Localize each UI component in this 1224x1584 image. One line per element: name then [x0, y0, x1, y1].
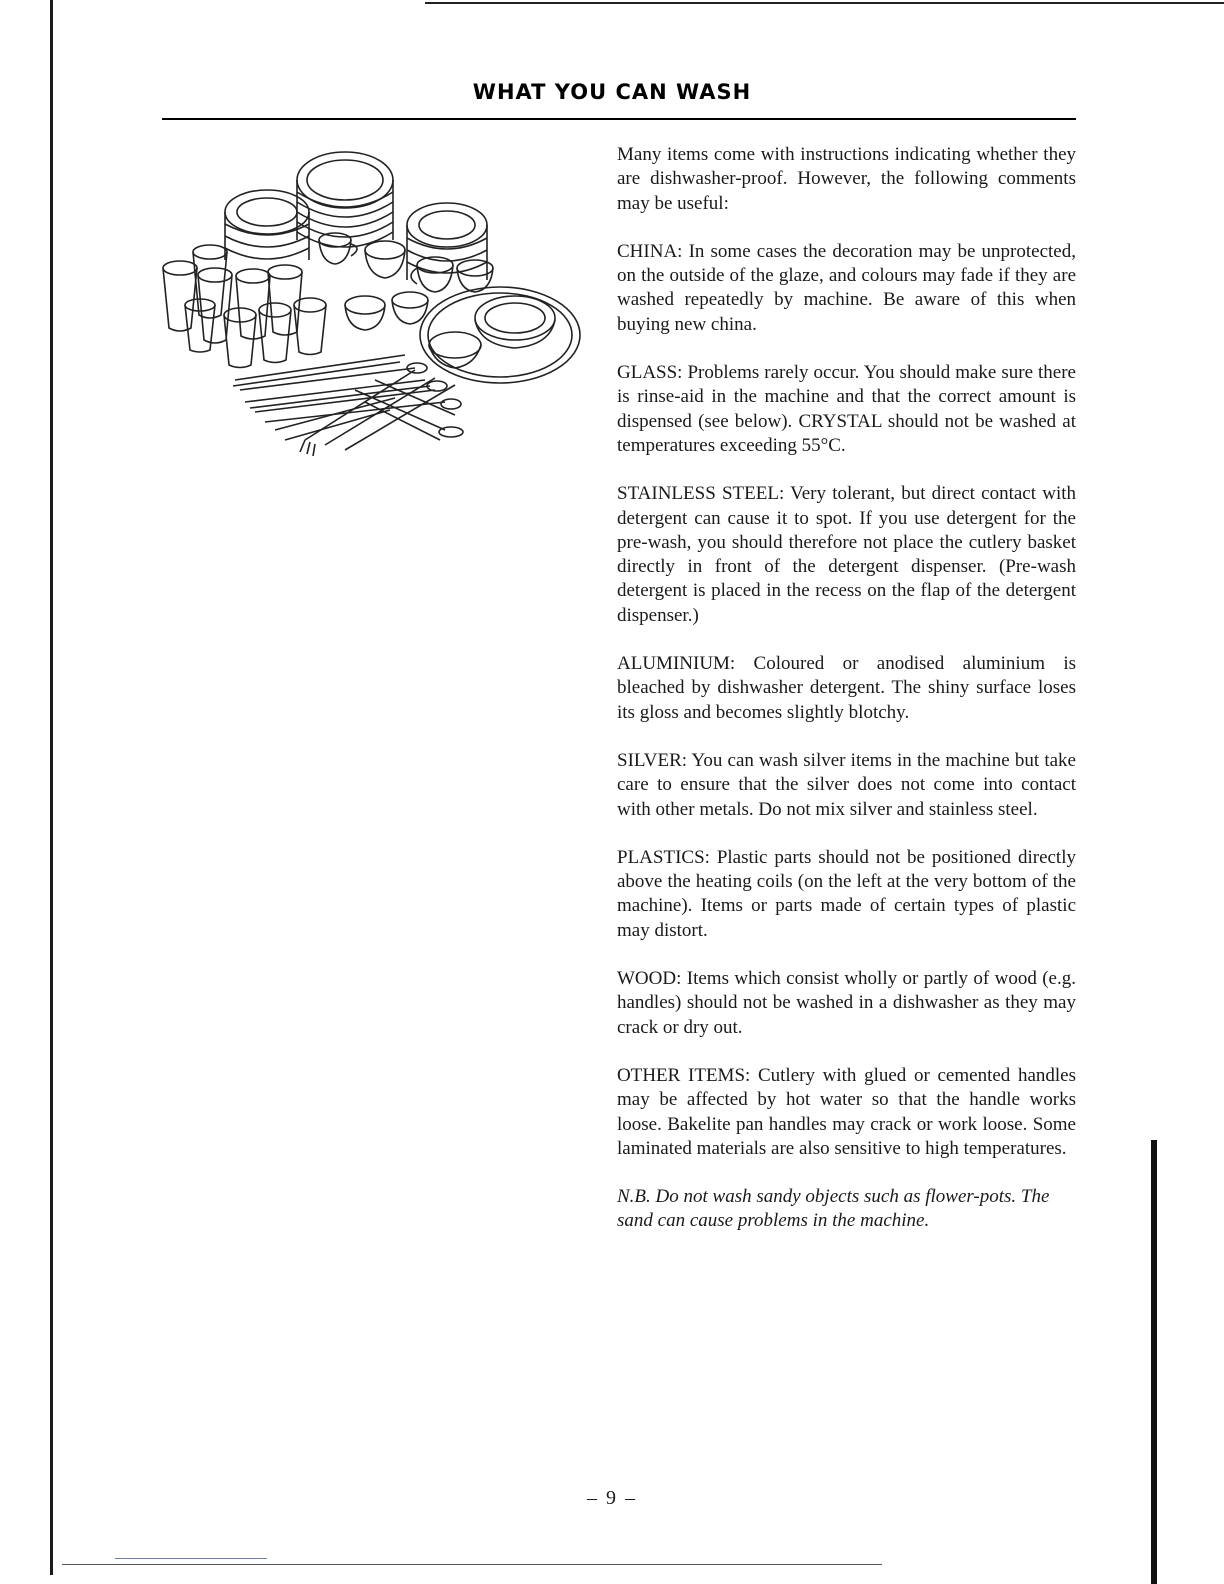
page-number: – 9 –: [587, 1487, 637, 1509]
wood-paragraph: WOOD: Items which consist wholly or partly of wood (e.g. handles) should not be washed in a dishwasher as they may crack or dry out.: [617, 968, 1076, 1038]
scan-edge-left: [50, 0, 53, 1575]
scan-edge-top: [425, 2, 1224, 4]
intro-paragraph: Many items come with instructions indicating whether they are dishwasher-proof. However, the following comments may be useful:: [617, 144, 1076, 214]
other-items-paragraph: OTHER ITEMS: Cutlery with glued or cemented handles may be affected by hot water so that the handle works loose. Bakelite pan handles may crack or work loose. Some laminated materials are also sensitive to high temperatures.: [617, 1064, 1076, 1159]
china-paragraph: CHINA: In some cases the decoration may be unprotected, on the outside of the glaze, and colours may fade if they are washed repeatedly by machine. Be aware of this when buying new china.: [617, 240, 1076, 335]
page-title: WHAT YOU CAN WASH: [472, 80, 752, 104]
scan-edge-bottom: [62, 1564, 882, 1565]
tableware-illustration-icon: [155, 140, 585, 470]
aluminium-paragraph: ALUMINIUM: Coloured or anodised aluminium is bleached by dishwasher detergent. The shiny surface loses its gloss and becomes slightly blotchy.: [617, 653, 1076, 723]
plastics-paragraph: PLASTICS: Plastic parts should not be positioned directly above the heating coils (on the left at the very bottom of the machine). Items or parts made of certain types of plastic may distort.: [617, 846, 1076, 941]
silver-paragraph: SILVER: You can wash silver items in the machine but take care to ensure that the silver does not come into contact with other metals. Do not mix silver and stainless steel.: [617, 749, 1076, 820]
content-column: [617, 143, 1076, 1258]
scan-edge-right: [1151, 1140, 1157, 1584]
title-underline: [162, 118, 1076, 120]
note-paragraph: N.B. Do not wash sandy objects such as flower-pots. The sand can cause problems in the machine.: [617, 1186, 1050, 1232]
scan-edge-bottom-mark: [115, 1558, 267, 1559]
glass-paragraph: GLASS: Problems rarely occur. You should make sure there is rinse-aid in the machine and that the correct amount is dispensed (see below). CRYSTAL should not be washed at temperatures exceeding 55°C.: [617, 362, 1076, 456]
stainless-steel-paragraph: STAINLESS STEEL: Very tolerant, but direct contact with detergent can cause it to spot. If you use detergent for the pre-wash, you should therefore not place the cutlery basket directly in front of the detergent dispenser. (Pre-wash detergent is placed in the recess on the flap of the detergent dispenser.): [617, 483, 1076, 626]
